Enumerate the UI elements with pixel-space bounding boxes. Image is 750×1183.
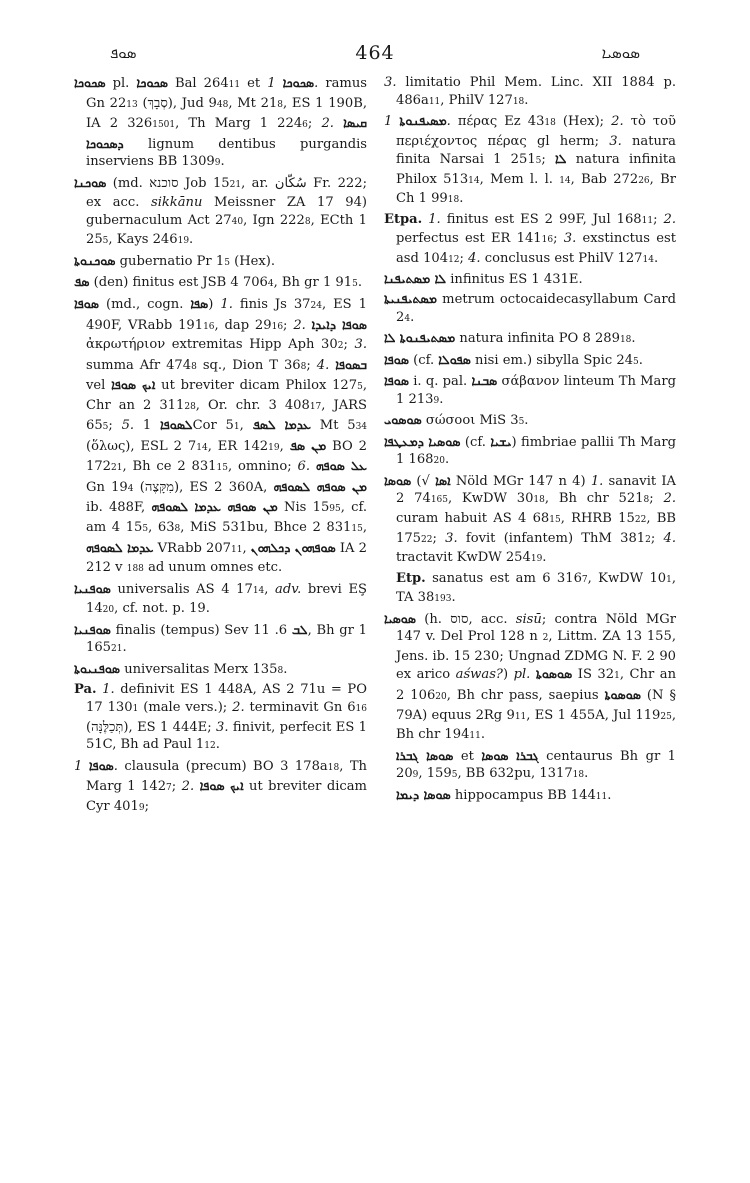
dictionary-entry: Etp. sanatus est am 6 3167, KwDW 101, TA 38193.	[396, 570, 677, 606]
dictionary-entry: ܣܘܣܐ ܓܒܪܐ et ܓܒܪܐ ܣܘܣܐ centaurus Bh gr 1 209, 1595, BB 632pu, 131718.	[396, 747, 677, 782]
dictionary-entry: ܣܘܦܐ (cf. ܣܦܘܠܐ nisi em.) sibylla Spic 245.	[384, 351, 643, 368]
dictionary-entry: ܣܘܣܐ (√ ܐܣܐ Nöld MGr 147 n 4) 1. sanavit IA 2 74165, KwDW 3018, Bh chr 5218; 2. curam habuit AS 4 6815, RHRB 1522, BB 17522; 3. fovit (infantem) ThM 3812; 4. tractavit KwDW 25419.	[384, 472, 677, 566]
dictionary-entry: ܣܘܣܝܐ ܕܡܥܛܦܐ (cf. ܝܫܝܐ) fimbriae pallii Th Marg 1 16820.	[384, 433, 676, 468]
dictionary-entry: ܣܟܘܟܐ pl. ܣܟܘܟܐ Bal 26411 et ܣܟܘܟܐ 1. ramus Gn 2213 (סְבָךְ), Jud 948, Mt 218, ES 1 190B, IA 2 3261501, Th Marg 1 2246; 2. ܩܝܣܐ ܕܣܟܘܟܐ lignum dentibus purgandis inserviens BB 13099.	[74, 75, 368, 170]
running-head-right: ܣܘܣܝܐ	[601, 44, 640, 62]
dictionary-entry: ܣܘܦܢܝܘܬܐ universalitas Merx 1358.	[74, 660, 288, 677]
dictionary-entry: 3. limitatio Phil Mem. Linc. XII 1884 p. 486a11, PhilV 12718.	[384, 75, 676, 108]
dictionary-entry: ܣܘܦܢܝܐ finalis (tempus) Sev ܠܒ 6. 11, Bh gr 1 16521.	[74, 621, 367, 656]
dictionary-entry: ܣܘܦܐ i. q. pal. ܣܒܢܐ σάβανον linteum Th Marg 1 2139.	[384, 373, 676, 407]
page-header	[70, 40, 680, 66]
dictionary-entry: ܣܘܣܘܝ σώσοοι MiS 35.	[384, 412, 529, 429]
right-column	[384, 74, 676, 807]
running-head-left: ܣܘܦ	[110, 44, 137, 62]
dictionary-entry: ܣܘܟܢܐ (md. סוכנא Job 1521, ar. سُكّان Fr. 222; ex acc. sikkānu Meissner ZA 17 94) gubernaculum Act 2740, Ign 2228, ECth 1 255, Kays 24619.	[74, 174, 368, 248]
dictionary-entry: ܣܘܟܢܘܬܐ gubernatio Pr 15 (Hex).	[74, 252, 276, 269]
dictionary-entry: ܣܘܦܢܝܐ universalis AS 4 1714, adv. brevi EŞ 1420, cf. not. p. 19.	[74, 580, 367, 617]
dictionary-entry: ܣܘܣܝܐ (h. סוס, acc. sisū; contra Nöld MGr 147 v. Del Prol 128 n 2, Littm. ZA 13 155, Jens. ib. 15 230; Ungnad ZDMG N. F. 2 90 ex arico aśwas?) pl. ܣܘܣܘܬܐ IS 321, Chr an 2 10620, Bh chr pass, saepius ܣܘܣܘܬܐ (N § 79A) equus 2Rg 911, ES 1 455A, Jul 11925, Bh chr 19411.	[384, 610, 676, 743]
dictionary-entry: Pa. 1. definivit ES 1 448A, AS 2 71u = PO 17 1301 (male vers.); 2. terminavit Gn 616 (תְּכַלֶּנָּה), ES 1 444E; 3. finivit, perfecit ES 1 51C, Bh ad Paul 112.	[74, 682, 367, 753]
page-number: 464	[355, 42, 395, 64]
dictionary-entry: ܡܣܬܝܦܢܘܬܐ ܠܐ natura infinita PO 8 28918.	[384, 330, 636, 347]
dictionary-entry: ܠܐ ܡܣܬܝܦܢܐ infinitus ES 1 431E.	[384, 271, 583, 288]
dictionary-entry: ܡܣܬܝܦܢܝܬܐ metrum octocaidecasyllabum Card 24.	[384, 291, 676, 325]
dictionary-entry: ܣܘܦܐ 1. clausula (precum) BO 3 178a18, Th Marg 1 1427; 2. ܐܝܟ ܣܘܦܐ ut breviter dicam Cyr 4019;	[74, 757, 367, 814]
dictionary-entry: ܣܦ (den) finitus est JSB 4 7064, Bh gr 1 915.	[74, 274, 362, 291]
dictionary-entry: ܣܘܣܐ ܕܝܡܐ hippocampus BB 14411.	[396, 786, 612, 803]
left-column	[74, 74, 367, 818]
dictionary-entry: ܣܘܦܐ (md., cogn. ܣܦܐ) 1. finis Js 3724, ES 1 490F, VRabb 19116, dap 2916; 2. ܣܘܦܐ ܕܐܝܕܐ ἀκρωτήριον extremitas Hipp Aph 302; 3. summa Afr 4748 sq., Dion T 368; 4. ܒܣܘܦܐ vel ܐܝܟ ܣܘܦܐ ut breviter dicam Philox 1275, Chr an 2 31128, Or. chr. 3 40817, JARS 655; 5. ܠܣܘܦܐ 1Cor 51, ܥܕܡܐ ܠܣܦ Mt 534 (ὅλως), ESL 2 714, ER 14219, ܡܢ ܣܦ BO 2 17221, Bh ce 2 83115, omnino; 6. ܥܠ ܣܘܦܗ Gn 194 (מִקָּצֶה), ES 2 360A, ܡܢ ܣܘܦܗ ܠܣܘܦܗ ib. 488F, ܡܢ ܣܘܦܗ ܥܕܡܐ ܠܣܘܦܗ Nis 1595, cf. am 4 155, 638, MiS 531bu, Bhce 2 83115, ܥܕܡܐ ܠܣܘܦܗ VRabb 20711, ܣܘܦܗܘܢ ܕܟܠܗܘܢ IA 2 212 v 188 ad unum omnes etc.	[74, 296, 368, 576]
dictionary-entry: ܡܣܝܦܢܘܬܐ 1. πέρας Ez 4318 (Hex); 2. τὸ τοῦ περιέχοντος πέρας gl herm; 3. natura finita Narsai 1 2515; ܠܐ natura infinita Philox 51314, Mem l. l. 14, Bab 27226, Br Ch 1 9918.	[384, 113, 676, 207]
dictionary-entry: Etpa. 1. finitus est ES 2 99F, Jul 16811; 2. perfectus est ER 14116; 3. exstinctus est asd 10412; 4. conclusus est PhilV 12714.	[384, 211, 676, 266]
